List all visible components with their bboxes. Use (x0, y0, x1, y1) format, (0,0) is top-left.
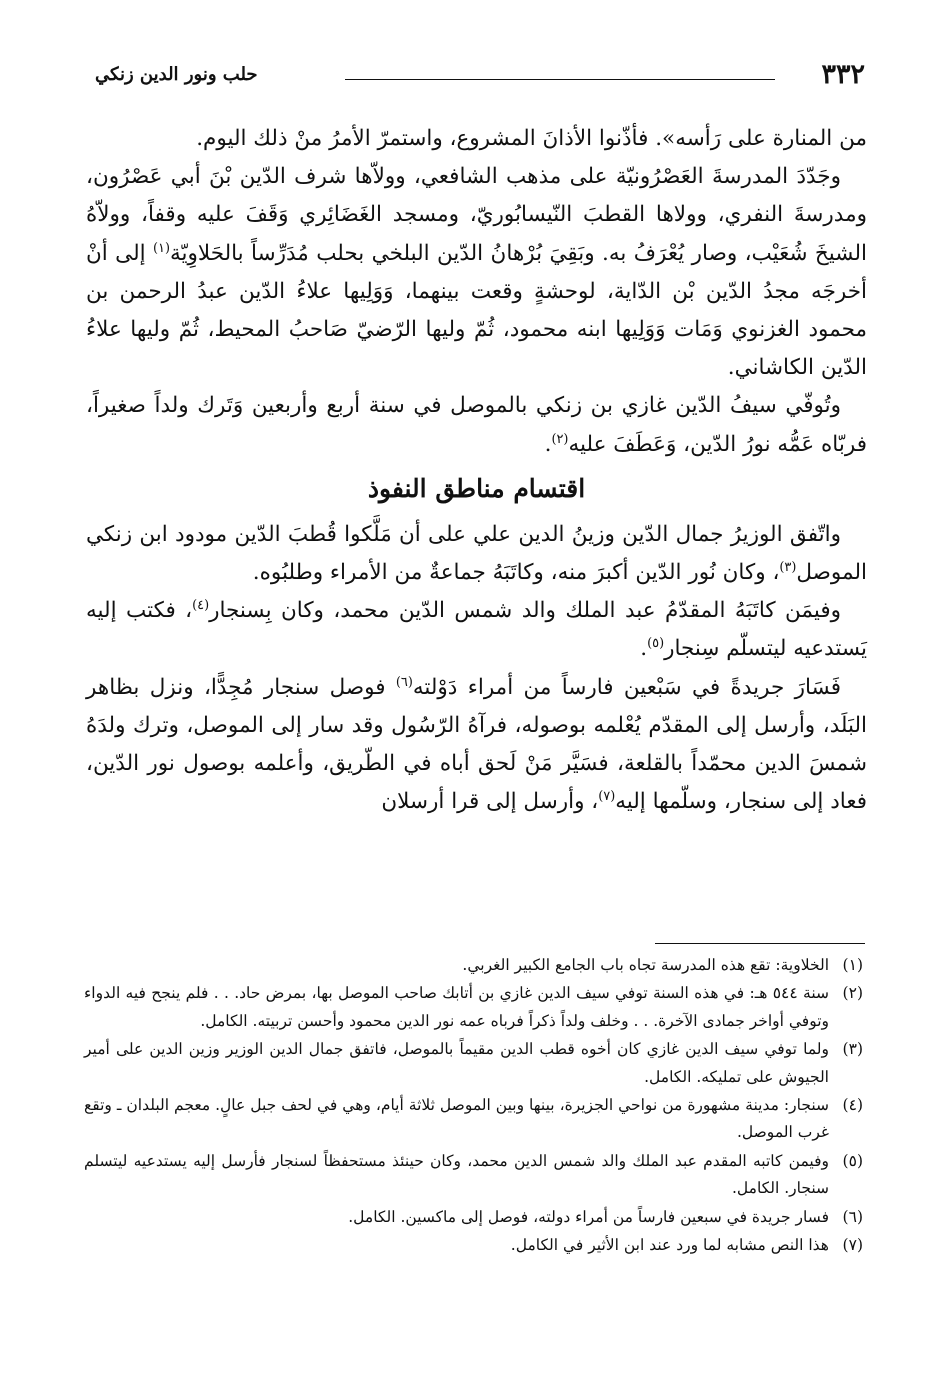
footnote-number: (٤) (842, 1096, 863, 1115)
footnote-ref[interactable]: (٤) (192, 598, 210, 614)
footnote-4 (84, 1092, 863, 1147)
footnote-number: (٢) (842, 984, 863, 1003)
footnote-1 (84, 952, 863, 979)
paragraph-6: فَسَارَ جريدةً في سَبْعين فارساً من أمراء دَوْلته$^{(٦)}$ فوصل سنجار مُجِدًّا، ونزل بظاهر البَلَد، وأرسل إلى المقدّم يُعْلمه بوصوله، فرآهُ الرّسُول وقد سار إلى الموصل، وترك ولدَهُ شمسَ الدين محمّداً بالقلعة، فسَيَّر مَنْ لَحق أباه في الطّريق، وأعلمه بوصول نور الدّين، فعاد إلى سنجار، وسلّمها إليه$^{(٧)}$، وأرسل إلى قرا أرسلان (86, 674, 867, 815)
main-text (86, 120, 867, 821)
footnote-text: ولما توفي سيف الدين غازي كان أخوه قطب الدين مقيماً بالموصل، فاتفق جمال الدين الوزير وزين الدين على أمير الجيوش على تمليكه. الكامل. (84, 1040, 829, 1086)
paragraph-3: وتُوفّي سيفُ الدّين غازي بن زنكي بالموصل في سنة أربع وأربعين وَتَرك ولداً صغيراً، فربّاه عَمُّه نورُ الدّين، وَعَطَفَ عليه$^{(٢)}$. (86, 393, 867, 457)
footnote-ref[interactable]: (٥) (647, 636, 665, 652)
footnote-number: (٥) (842, 1151, 863, 1170)
page-number: ٣٣٢ (821, 59, 865, 90)
footnote-text: سنجار: مدينة مشهورة من نواحي الجزيرة، بينها وبين الموصل ثلاثة أيام، وهي في لحف جبل عالٍ. معجم البلدان ـ وتقع غرب الموصل. (84, 1096, 829, 1142)
footnote-3 (84, 1036, 863, 1091)
footnote-text: هذا النص مشابه لما ورد عند ابن الأثير في الكامل. (510, 1236, 829, 1255)
section-heading: اقتسام مناطق النفوذ (367, 473, 586, 503)
footnote-2 (84, 980, 863, 1035)
paragraph-4: واتّفق الوزيرُ جمال الدّين وزينُ الدين علي على أن مَلَّكوا قُطبَ الدّين مودود ابن زنكي الموصل$^{(٣)}$، وكان نُور الدّين أكبرَ منه، وكاتَبَهُ جماعةٌ من الأمراء وطلبُوه. (86, 521, 867, 586)
footnote-text: سنة ٥٤٤ هـ: في هذه السنة توفي سيف الدين غازي بن أتابك صاحب الموصل بها، بمرض حاد. . . فلم ينجح فيه الدواء وتوفي أواخر جمادى الآخرة. . . وخلف ولداً ذكراً فرباه عمه نور الدين محمود وأحسن تربيته. الكامل. (84, 984, 830, 1030)
footnote-ref[interactable]: (٢) (551, 431, 569, 447)
paragraph-1: من المنارة على رَأسه». فأذّنوا الأذانَ المشروع، واستمرّ الأمرُ منْ ذلك اليوم. (196, 126, 867, 151)
footnote-5 (84, 1148, 863, 1203)
footnote-ref[interactable]: (٦) (395, 674, 413, 690)
footnote-ref[interactable]: (١) (152, 240, 170, 256)
footnote-number: (٣) (842, 1040, 863, 1059)
footnote-number: (٦) (842, 1207, 863, 1226)
footnote-text: فسار جريدة في سبعين فارساً من أمراء دولته، فوصل إلى ماكسين. الكامل. (348, 1207, 829, 1226)
footnote-7 (84, 1232, 863, 1259)
running-title: حلب ونور الدين زنكي (95, 64, 258, 85)
paragraph-2: وجَدّدَ المدرسةَ العَصْرُونيّة على مذهب الشافعي، وولاّها شرف الدّين بْنَ أبي عَصْرُون، ومدرسةَ النفري، وولاها القطبَ النّيسابُوريّ، ومسجد الغَضَائِري وَقَفَ عليه وقفاً، وولاّهُ الشيخَ شُعَيْب، وصار يُعْرَفُ به. وبَقِيَ بُرْهانُ الدّين البلخي بحلب مُدَرِّساً بالحَلاوِيّة$^{(١)}$ إلى أنْ أخرجَه مجدُ الدّين بْن الدّاية، لوحشةٍ وقعت بينهما، وَوَلِيها علاءُ الدّين عبدُ الرحمن بن محمود الغزنوي وَمَات وَوَلِيها ابنه محمود، ثُمّ وليها الرّضيّ صَاحبُ المحيط، ثُمّ وليها علاءُ الدّين الكاشاني. (86, 164, 867, 381)
footnotes (84, 952, 863, 1260)
footnote-text: وفيمن كاتبه المقدم عبد الملك والد شمس الدين محمد، وكان حينئذ مستحفظاً لسنجار فأرسل إليه يستدعيه ليتسلم سنجار. الكامل. (84, 1151, 829, 1198)
header-rule (345, 79, 775, 80)
footnote-number: (٧) (842, 1236, 863, 1255)
paragraph-5: وفيمَن كاتَبَهُ المقدّمُ عبد الملك والد شمس الدّين محمد، وكان بِسنجار$^{(٤)}$، فكتب إليه يَستدعيه ليتسلّم سِنجار$^{(٥)}$. (86, 598, 867, 662)
running-header (95, 58, 865, 94)
footnote-text: الخلاوية: تقع هذه المدرسة تجاه باب الجامع الكبير الغربي. (462, 956, 829, 974)
footnote-number: (١) (842, 956, 863, 974)
footnote-ref[interactable]: (٧) (598, 789, 616, 805)
footnote-divider (655, 943, 865, 944)
footnote-ref[interactable]: (٣) (779, 559, 797, 575)
footnote-6 (84, 1204, 863, 1231)
